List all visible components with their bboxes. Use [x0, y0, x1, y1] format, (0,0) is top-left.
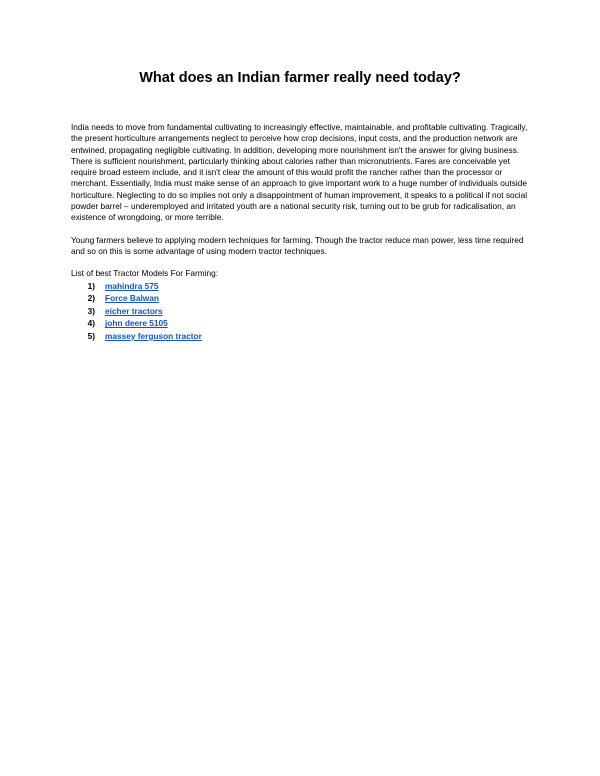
link-force-balwan[interactable]: Force Balwan	[105, 293, 159, 304]
list-item	[71, 305, 536, 318]
list-item-number: 1)	[87, 280, 95, 291]
document-body	[71, 122, 536, 343]
tractor-list	[71, 280, 536, 343]
list-item	[71, 317, 536, 330]
link-eicher-tractors[interactable]: eicher tractors	[105, 305, 163, 316]
list-item	[71, 292, 536, 305]
list-item-number: 4)	[87, 318, 95, 329]
list-item-number: 2)	[87, 293, 95, 304]
page-title: What does an Indian farmer really need today?	[139, 70, 461, 86]
link-massey-ferguson-tractor[interactable]: massey ferguson tractor	[105, 330, 202, 341]
list-item	[71, 330, 536, 343]
tractor-list-heading: List of best Tractor Models For Farming:	[71, 268, 219, 279]
list-item	[71, 280, 536, 293]
link-mahindra-575[interactable]: mahindra 575	[105, 280, 159, 291]
paragraph-intro: India needs to move from fundamental cultivating to increasingly effective, maintainable, and profitable cultivating. Tragically, the present horticulture arrangements neglect to perceive how crop decisions, input costs, and the production network are entwined, propagating negligible cultivating. In addition, developing more nourishment isn't the answer for giving business. There is sufficient nourishment, particularly thinking about calories rather than micronutrients. Fares are conceivable yet require broad esteem include, and it isn't clear the amount of this would profit the rancher rather than the processor or merchant. Essentially, India must make sense of an approach to give important work to a huge number of individuals outside horticulture. Neglecting to do so implies not only a disappointment of human improvement, it speaks to a political if not social powder barrel – underemployed and irritated youth are a national security risk, turning out to be grub for radicalisation, an existence of wrongdoing, or more terrible.	[71, 122, 528, 223]
link-john-deere-5105[interactable]: john deere 5105	[105, 318, 168, 329]
list-item-number: 5)	[87, 330, 95, 341]
paragraph-young-farmers: Young farmers believe to applying modern techniques for farming. Though the tractor reduce man power, less time required and so on this is some advantage of using modern tractor techniques.	[71, 234, 524, 256]
list-item-number: 3)	[87, 305, 95, 316]
